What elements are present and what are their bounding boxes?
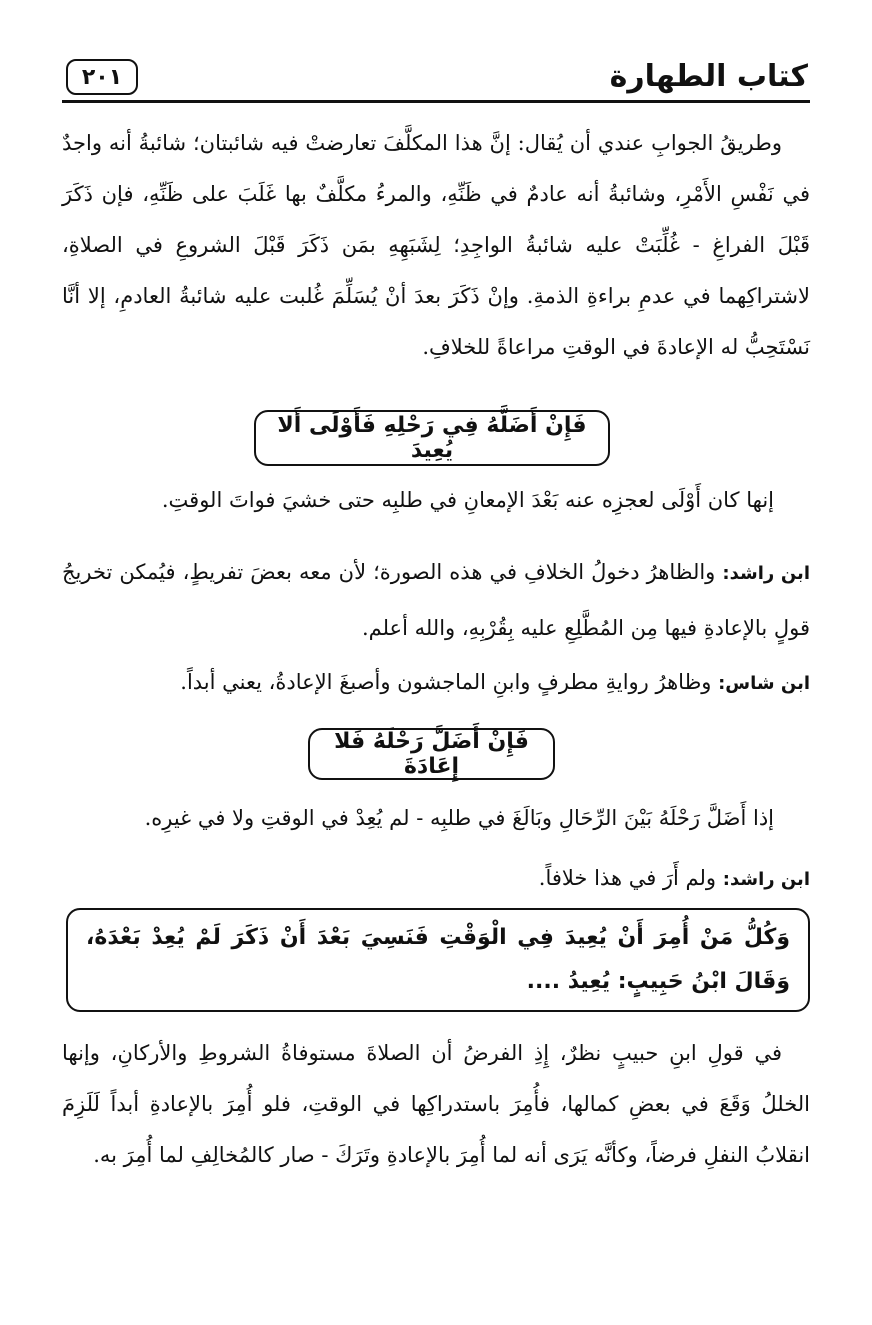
paragraph-text: ولم أَرَ في هذا خلافاً. xyxy=(538,866,717,890)
paragraph-ibn-habib xyxy=(62,1028,810,1181)
speaker-label: ابن راشد: xyxy=(722,869,810,890)
paragraph-adalla-rahlahu xyxy=(62,798,810,838)
paragraph-text: والظاهرُ دخولُ الخلافِ في هذه الصورة؛ لأن معه بعضَ تفريطٍ، فيُمكن تخريجُ قولٍ بالإعادةِ فيها مِن المُطَّلِعِ عليه بِقُرْبِهِ، والله أعلم. xyxy=(62,560,810,640)
matn-heading-line-2: وَقَالَ ابْنُ حَبِيبٍ: يُعِيدُ .... xyxy=(526,969,790,994)
speaker-label: ابن شاس: xyxy=(718,673,810,694)
paragraph-text: وطريقُ الجوابِ عندي أن يُقال: إنَّ هذا المكلَّفَ تعارضتْ فيه شائبتان؛ شائبةُ أنه واجدٌ في نَفْسِ الأَمْرِ، وشائبةُ أنه عادمٌ في ظَنِّهِ، والمرءُ مكلَّفٌ بها غَلَبَ على ظَنِّهِ، فإن ذَكَرَ قَبْلَ الفراغِ - غُلِّبَتْ عليه شائبةُ الواجِدِ؛ لِشَبَهِهِ بمَن ذَكَرَ قَبْلَ الشروعِ في الصلاةِ، لاشتراكِهما في عدمِ براءةِ الذمةِ. وإنْ ذَكَرَ بعدَ أنْ يُسَلِّمَ غُلبت عليه شائبةُ العادمِ، إلا أنَّا نَسْتَحِبُّ له الإعادةَ في الوقتِ مراعاةً للخلافِ. xyxy=(62,131,810,359)
paragraph-ibn-shas xyxy=(62,662,810,704)
speaker-label: ابن راشد: xyxy=(722,563,810,584)
paragraph-text: وظاهرُ روايةِ مطرفٍ وابنِ الماجشون وأصبغَ الإعادةُ، يعني أبداً. xyxy=(180,670,712,694)
matn-heading-box-3 xyxy=(66,908,810,1012)
header-divider xyxy=(62,100,810,103)
paragraph-awla xyxy=(62,480,810,520)
book-title: كتاب الطهارة xyxy=(609,59,808,94)
matn-heading-box-1 xyxy=(254,410,610,466)
matn-heading-text: فَإِنْ أَضَلَّ رَحْلَهُ فَلا إِعَادَةَ xyxy=(334,729,529,779)
paragraph-ibn-rashid-2 xyxy=(62,858,810,900)
paragraph-text: إنها كان أَوْلَى لعجزِه عنه بَعْدَ الإمعانِ في طلبِه حتى خشيَ فواتَ الوقتِ. xyxy=(161,488,774,512)
matn-heading-line-1: وَكُلُّ مَنْ أُمِرَ أَنْ يُعِيدَ فِي الْوَقْتِ فَنَسِيَ بَعْدَ أَنْ ذَكَرَ لَمْ يُعِدْ بَعْدَهُ، xyxy=(86,925,790,950)
paragraph-ibn-rashid-1 xyxy=(62,545,810,655)
page-header xyxy=(62,55,810,103)
page-number: ٢٠١ xyxy=(66,59,138,95)
paragraph-text: في قولِ ابنِ حبيبٍ نظرٌ، إِذِ الفرضُ أن الصلاةَ مستوفاةُ الشروطِ والأركانِ، وإنها الخللُ وَقَعَ في بعضِ كمالها، فأُمِرَ باستدراكِها في الوقتِ، فلو أُمِرَ بالإعادةِ أبداً لَلَزِمَ انقلابُ النفلِ فرضاً، وكأنَّه يَرَى أنه لما أُمِرَ بالإعادةِ وتَرَكَ - صار كالمُخالِفِ لما أُمِرَ به. xyxy=(62,1041,810,1167)
matn-heading-text: فَإِنْ أَضَلَّهُ فِي رَحْلِهِ فَأَوْلَى أَلا يُعِيدَ xyxy=(277,413,587,463)
paragraph-text: إذا أَضَلَّ رَحْلَهُ بَيْنَ الرِّحَالِ وبَالَغَ في طلبِه - لم يُعِدْ في الوقتِ ولا في غيرِه. xyxy=(144,806,774,830)
paragraph-answer xyxy=(62,118,810,373)
matn-heading-box-2 xyxy=(308,728,555,780)
